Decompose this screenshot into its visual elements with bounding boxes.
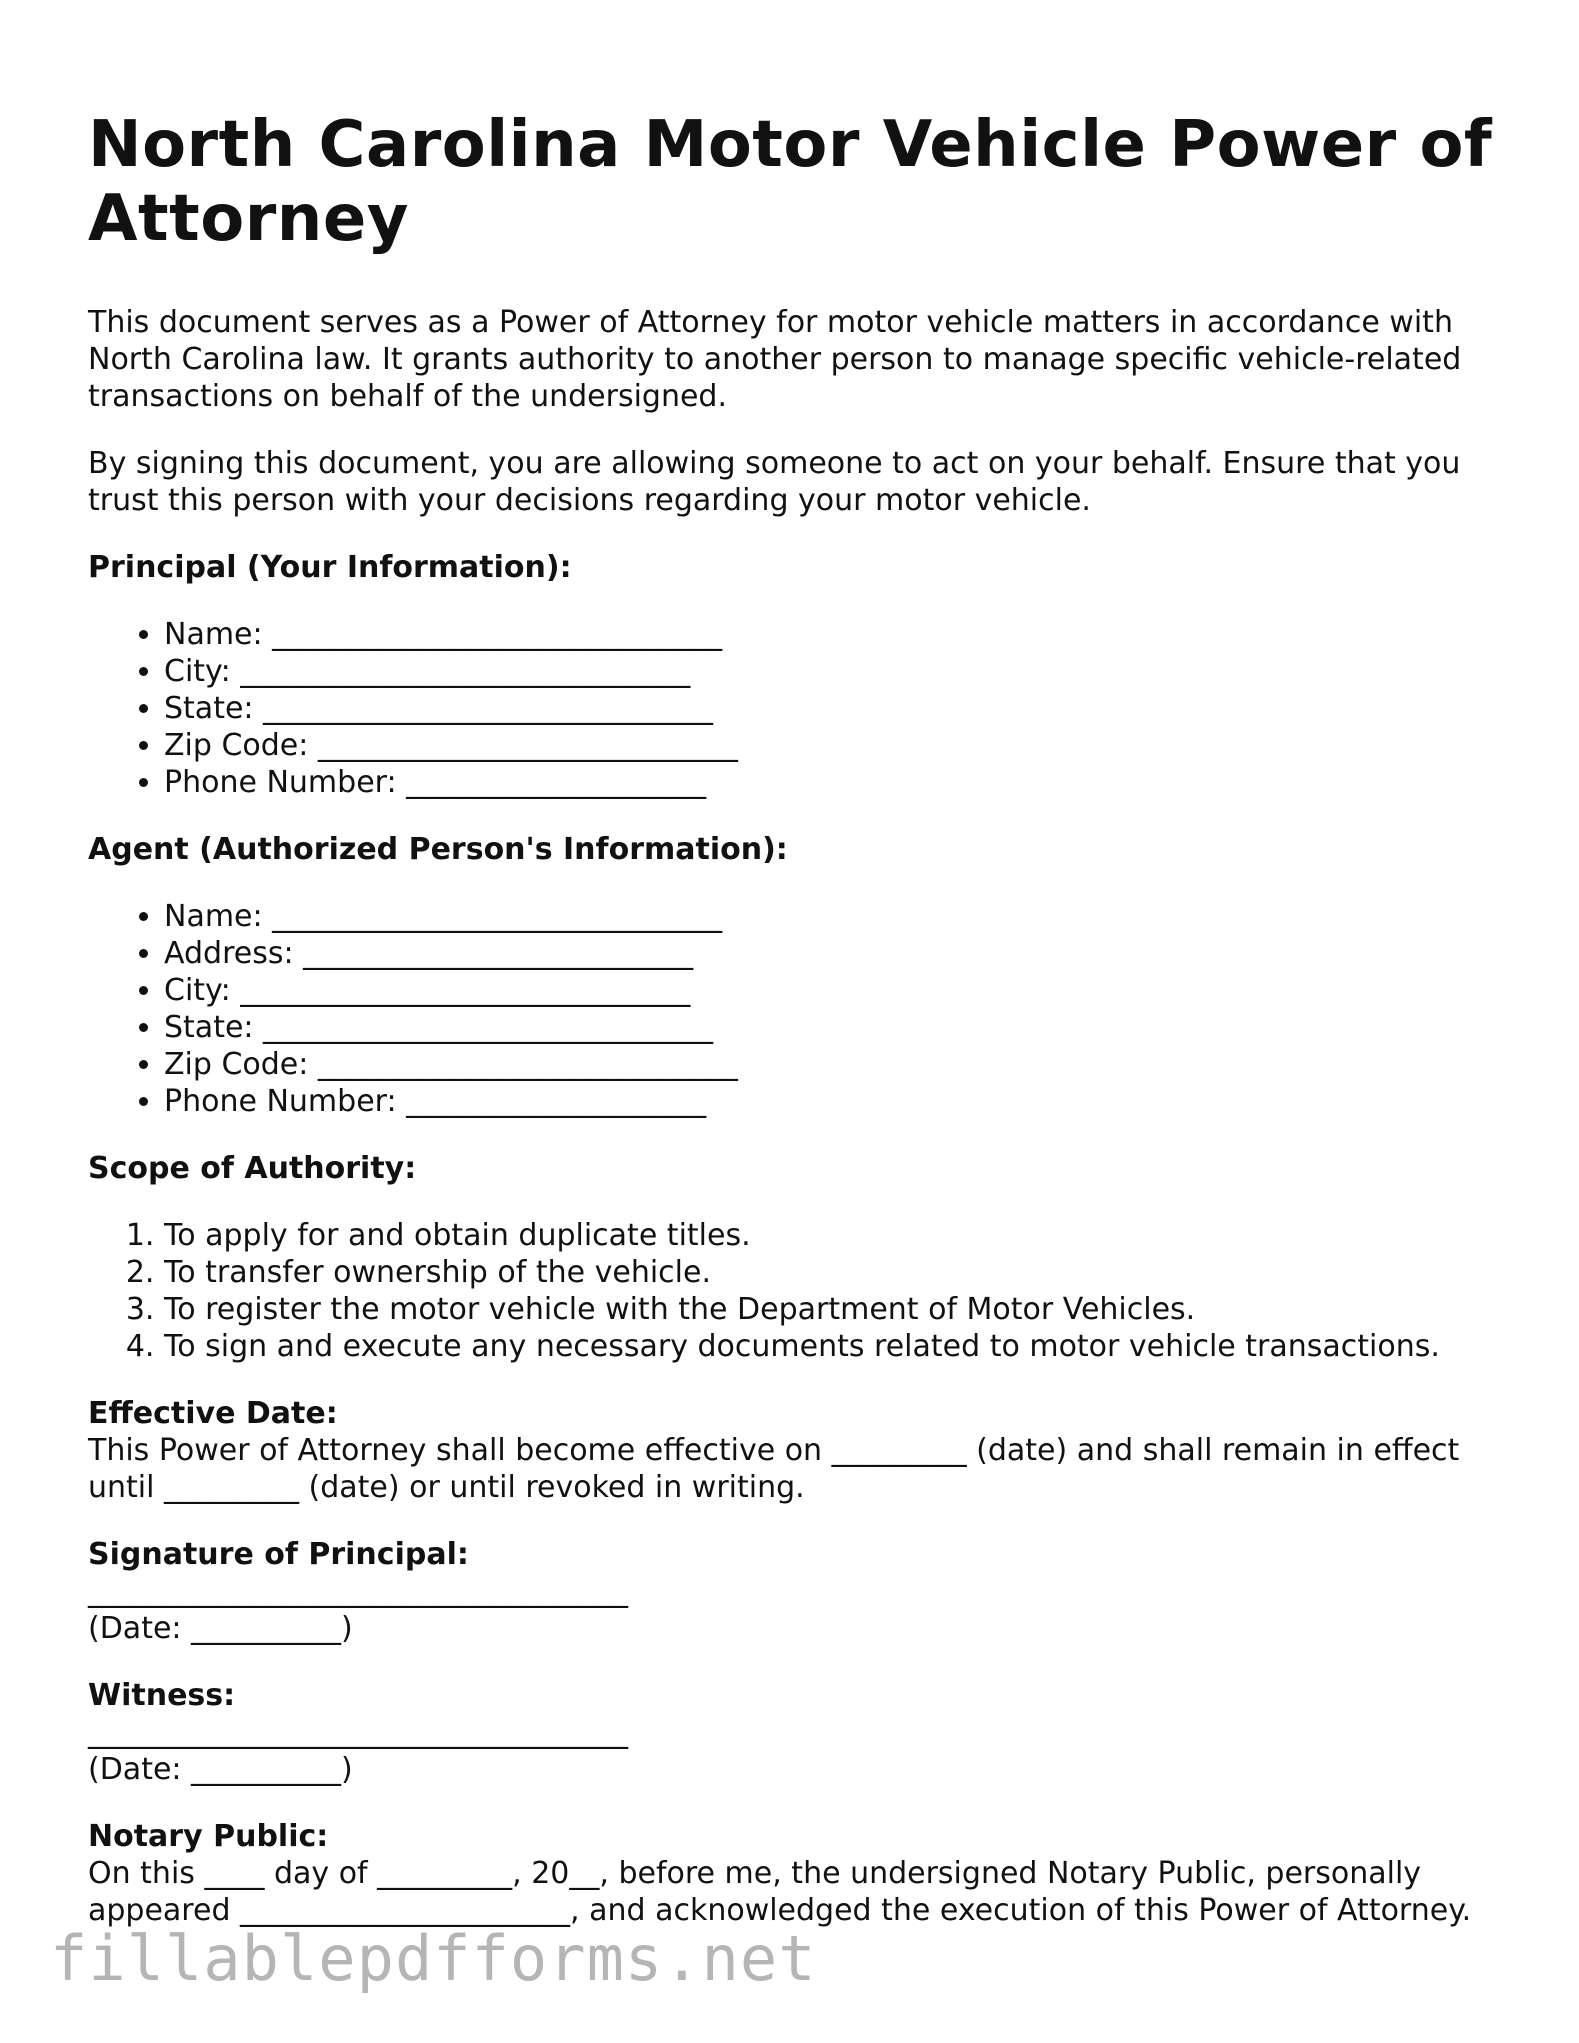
effective-date-heading: Effective Date: xyxy=(88,1396,338,1431)
agent-phone-field: • Phone Number: ____________________ xyxy=(164,1083,1508,1120)
principal-signature-date: (Date: __________) xyxy=(88,1611,353,1646)
scope-item: 2. To transfer ownership of the vehicle. xyxy=(164,1254,1508,1291)
agent-address-field: • Address: __________________________ xyxy=(164,935,1508,972)
effective-date-section xyxy=(88,1395,1508,1506)
principal-signature-heading: Signature of Principal: xyxy=(88,1537,469,1572)
principal-fields-list xyxy=(88,616,1508,801)
effective-date-text: This Power of Attorney shall become effective on _________ (date) and shall remain in effect until _________ (date) or until revoked in writing. xyxy=(88,1433,1460,1505)
agent-heading: Agent (Authorized Person's Information): xyxy=(88,832,788,867)
witness-section xyxy=(88,1677,1508,1788)
scope-heading: Scope of Authority: xyxy=(88,1151,417,1186)
witness-signature-line: ____________________________________ xyxy=(88,1715,628,1750)
principal-zip-field: • Zip Code: ____________________________ xyxy=(164,727,1508,764)
intro-paragraph-1: This document serves as a Power of Attorney for motor vehicle matters in accordance with North Carolina law. It grants authority to another person to manage specific vehicle-related transactions on behalf of the undersigned. xyxy=(88,305,1462,414)
notary-text: On this ____ day of _________, 20__, before me, the undersigned Notary Public, personally appeared ______________________, and acknowledged the execution of this Power of Attorney. xyxy=(88,1856,1472,1928)
witness-signature-date: (Date: __________) xyxy=(88,1752,353,1787)
principal-signature-line: ____________________________________ xyxy=(88,1574,628,1609)
scope-item: 4. To sign and execute any necessary documents related to motor vehicle transactions. xyxy=(164,1328,1508,1365)
witness-heading: Witness: xyxy=(88,1678,236,1713)
principal-name-field: • Name: ______________________________ xyxy=(164,616,1508,653)
principal-phone-field: • Phone Number: ____________________ xyxy=(164,764,1508,801)
notary-heading: Notary Public: xyxy=(88,1819,329,1854)
agent-fields-list xyxy=(88,898,1508,1120)
site-watermark: fillablepdfforms.net xyxy=(50,1922,817,1995)
notary-section xyxy=(88,1818,1508,1929)
scope-item: 1. To apply for and obtain duplicate titles. xyxy=(164,1217,1508,1254)
document-title: North Carolina Motor Vehicle Power of Attorney xyxy=(88,108,1493,256)
document-page xyxy=(88,108,1508,1959)
scope-item: 3. To register the motor vehicle with the Department of Motor Vehicles. xyxy=(164,1291,1508,1328)
agent-name-field: • Name: ______________________________ xyxy=(164,898,1508,935)
agent-city-field: • City: ______________________________ xyxy=(164,972,1508,1009)
principal-state-field: • State: ______________________________ xyxy=(164,690,1508,727)
principal-signature-section xyxy=(88,1536,1508,1647)
intro-paragraph-2: By signing this document, you are allowing someone to act on your behalf. Ensure that you trust this person with your decisions regarding your motor vehicle. xyxy=(88,446,1461,518)
principal-city-field: • City: ______________________________ xyxy=(164,653,1508,690)
agent-state-field: • State: ______________________________ xyxy=(164,1009,1508,1046)
scope-list xyxy=(88,1217,1508,1365)
principal-heading: Principal (Your Information): xyxy=(88,550,572,585)
agent-zip-field: • Zip Code: ____________________________ xyxy=(164,1046,1508,1083)
